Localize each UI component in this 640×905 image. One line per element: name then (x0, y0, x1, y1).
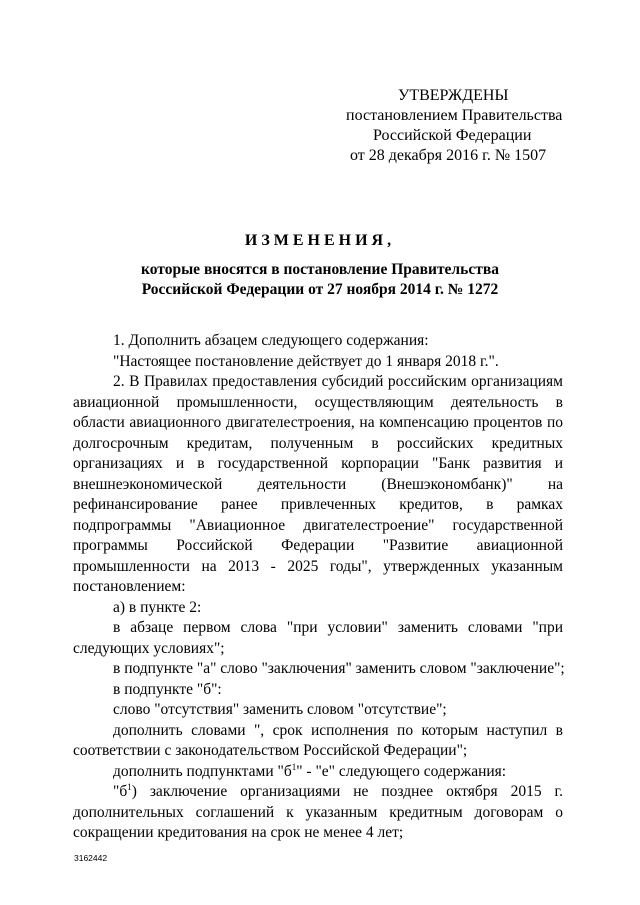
approval-block (330, 86, 570, 166)
paragraph-3: 2. В Правилах предоставления субсидий российским организациям авиационной промышленности, осуществляющим деятельность в области авиационного двигателестроения, на компенсацию процентов по долгосрочным кредитам, полученным в российских кредитных организациях и в государственной корпорации "Банк развития и внешнеэкономической деятельности (Внешэкономбанк)" на рефинансирование ранее привлеченных кредитов, в рамках подпрограммы "Авиационное двигателестроение" государственной программы Российской Федерации "Развитие авиационной промышленности на 2013 - 2025 годы", утвержденных указанным постановлением: (73, 373, 563, 595)
document-title: ИЗМЕНЕНИЯ, (244, 232, 396, 249)
paragraph-11 (73, 782, 563, 844)
paragraph-5: в абзаце первом слова "при условии" заменить словами "при следующих условиях"; (73, 619, 563, 657)
paragraph-4: а) в пункте 2: (113, 598, 202, 616)
subtitle-line-2: Российской Федерации от 27 ноября 2014 г. № 1272 (141, 281, 499, 298)
paragraph-10-text-a: дополнить подпунктами "б (113, 762, 292, 780)
approval-line-resolution: постановлением Правительства (346, 107, 563, 124)
approval-line-government: Российской Федерации (373, 127, 532, 144)
paragraph-11-text-a: "б (113, 783, 128, 800)
approval-line-date: от 28 декабря 2016 г. № 1507 (350, 147, 547, 164)
paragraph-10 (73, 762, 563, 783)
paragraph-7: в подпункте "б": (113, 680, 222, 698)
paragraph-9: дополнить словами ", срок исполнения по которым наступил в соответствии с законодательством Российской Федерации"; (73, 721, 563, 759)
paragraph-6: в подпункте "а" слово "заключения" заменить словом "заключение"; (113, 660, 565, 677)
paragraph-11-superscript: 1 (127, 781, 132, 792)
paragraph-8: слово "отсутствия" заменить словом "отсутствие"; (113, 701, 447, 718)
paragraph-1: 1. Дополнить абзацем следующего содержания: (113, 332, 429, 349)
paragraph-10-superscript: 1 (291, 761, 297, 772)
document-subtitle (0, 260, 640, 300)
paragraph-10-text-b: " - "е" следующего содержания: (296, 762, 507, 780)
paragraph-11-text-b: ) заключение организациями не позднее октября 2015 г. дополнительных соглашений к указанным кредитным договорам о сокращении кредитования на срок не менее 4 лет; (73, 783, 563, 841)
document-number: 3162442 (74, 853, 108, 863)
approval-heading: УТВЕРЖДЕНЫ (398, 87, 509, 104)
paragraph-2: "Настоящее постановление действует до 1 января 2018 г.". (113, 352, 499, 370)
subtitle-line-1: которые вносятся в постановление Правительства (141, 261, 499, 278)
document-body (73, 331, 563, 844)
